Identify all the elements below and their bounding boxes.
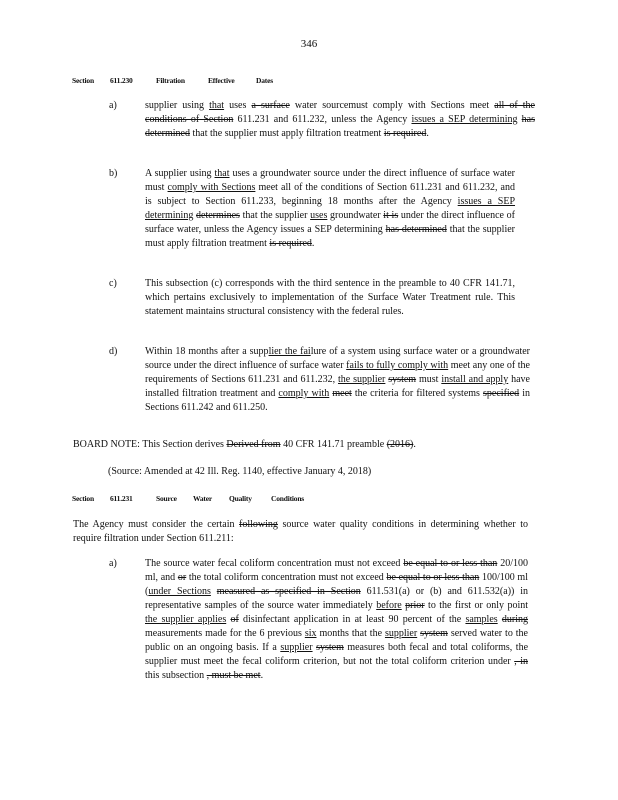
source-note: (Source: Amended at 42 Ill. Reg. 1140, effective January 4, 2018) [108, 466, 372, 477]
paragraph-label: d) [109, 346, 118, 357]
heading-title-word: Dates [256, 76, 273, 85]
intro-paragraph: The Agency must consider the certain following source water quality conditions in determining whether to require filtration under Section 611.211: [73, 519, 528, 544]
paragraph-text: Within 18 months after a supplier the failure of a system using surface water or a groundwater source under the direct influence of surface water fails to fully comply with meet any one of the requirements of Sections 611.231 and 611.232, the supplier system must install and apply have installed filtration treatment and comply with meet the criteria for filtered systems specified in Sections 611.242 and 611.250. [145, 346, 530, 413]
section-heading-611-231 [72, 494, 304, 503]
heading-title-word: Source [156, 494, 177, 503]
heading-title-word: Quality [229, 494, 252, 503]
page-number: 346 [300, 38, 318, 50]
heading-section-number: 611.230 [110, 76, 133, 85]
paragraph-d [109, 345, 530, 415]
paragraph-text: This subsection (c) corresponds with the third sentence in the preamble to 40 CFR 141.71, which pertains exclusively to implementation of the Surface Water Treatment rule. This statement maintains structural consistency with the federal rules. [145, 278, 515, 317]
heading-title-word: Conditions [271, 494, 305, 503]
paragraph-text: The source water fecal coliform concentration must not exceed be equal to or less than 20/100 ml, and or the total coliform concentration must not exceed be equal to or less than 100/100 ml (under Sections measured as specified in Section 611.531(a) or (b) and 611.532(a)) in representative samples of the source water immediately before prior to the first or only point the supplier applies of disinfectant application in at least 90 percent of the samples during measurements made for the 6 previous six months that the supplier system served water to the public on an ongoing basis. If a supplier system measures both fecal and total coliforms, the supplier must meet the fecal coliform criterion, but not the total coliform criterion under , in this subsection , must be met. [145, 558, 529, 681]
heading-title-word: Effective [208, 76, 235, 85]
heading-title-word: Filtration [156, 76, 185, 85]
section-heading-611-230 [72, 76, 273, 85]
paragraph-text: supplier using that uses a surface water sourcemust comply with Sections meet all of the conditions of Section 611.231 and 611.232, unless the Agency issues a SEP determining has determined that the supplier must apply filtration treatment is required. [145, 100, 535, 139]
paragraph-label: c) [109, 278, 117, 289]
board-note: BOARD NOTE: This Section derives Derived from 40 CFR 141.71 preamble (2016). [73, 439, 416, 450]
heading-section-number: 611.231 [110, 494, 133, 503]
paragraph-label: a) [109, 100, 117, 111]
paragraph-a [109, 99, 535, 141]
paragraph-c [109, 277, 515, 319]
paragraph-text: A supplier using that uses a groundwater source under the direct influence of surface water must comply with Sections meet all of the conditions of Section 611.231 and 611.232, and is subject to Section 611.233, beginning 18 months after the Agency issues a SEP determining determines that the supplier uses groundwater it is under the direct influence of surface water, unless the Agency issues a SEP determining has determined that the supplier must apply filtration treatment is required. [145, 168, 516, 249]
paragraph-b [109, 167, 516, 251]
heading-section-word: Section [72, 76, 94, 85]
paragraph-label: b) [109, 168, 118, 179]
heading-title-word: Water [193, 494, 212, 503]
paragraph-a-611-231 [109, 557, 529, 683]
heading-section-word: Section [72, 494, 94, 503]
paragraph-label: a) [109, 558, 117, 569]
